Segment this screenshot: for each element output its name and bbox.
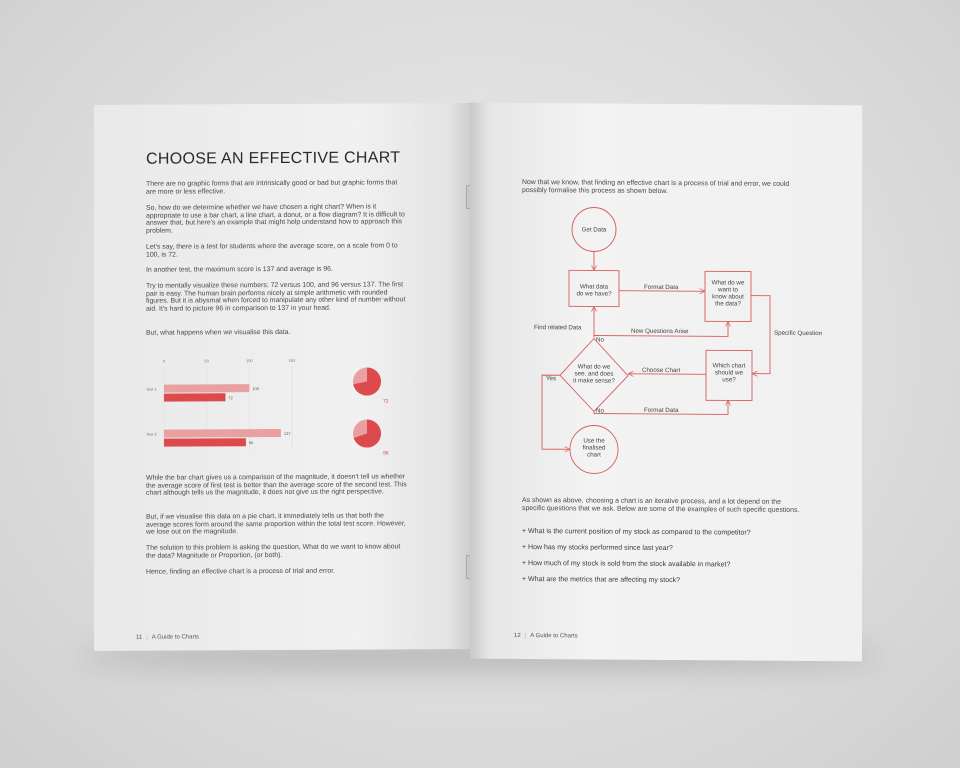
edge-no-top: No bbox=[596, 336, 604, 344]
x-tick-label: 100 bbox=[245, 358, 253, 364]
pie-label: 96 bbox=[383, 450, 389, 457]
book-title: A Guide to Charts bbox=[530, 633, 578, 640]
bullet-symbol: + bbox=[522, 543, 527, 552]
x-tick-label: 150 bbox=[288, 357, 296, 363]
book-title: A Guide to Charts bbox=[151, 634, 200, 641]
label-want-3: know about bbox=[712, 293, 744, 301]
category-label: Test 1 bbox=[146, 386, 157, 392]
label-what-data-2: do we have? bbox=[576, 290, 612, 298]
pie-label: 72 bbox=[383, 398, 389, 405]
outro-paragraph: As shown as above, choosing a chart is an iterative process, and a lot depend on the specific questions that we ask. Below are some of the examples of such specific questions. bbox=[522, 496, 800, 514]
label-decision-2: see, and does bbox=[574, 370, 614, 378]
label-use-2: finalised bbox=[582, 444, 606, 452]
paragraph-3: Let's say, there is a test for students where the average score, on a scale from 0 to 100, is 72. bbox=[146, 242, 398, 259]
bullet-symbol: + bbox=[522, 575, 527, 584]
paragraph-1: There are no graphic forms that are intrinsically good or bad but graphic forms that are more or less effective. bbox=[146, 179, 398, 196]
label-get-data: Get Data bbox=[581, 226, 607, 234]
page-title: CHOOSE AN EFFECTIVE CHART bbox=[146, 149, 401, 168]
x-tick-label: 50 bbox=[204, 358, 209, 364]
flowchart bbox=[470, 103, 862, 506]
pie-chart-test-2 bbox=[350, 415, 394, 457]
paragraph-10: Hence, finding an effective chart is a process of trial and error. bbox=[146, 567, 336, 576]
data-label: 96 bbox=[248, 440, 254, 446]
edge-find-related: Find related Data bbox=[534, 324, 582, 332]
bar bbox=[164, 438, 246, 446]
edge-specific-question: Specific Question bbox=[774, 329, 823, 338]
question-2: + How has my stocks performed since last year? bbox=[522, 543, 673, 553]
paragraph-7: While the bar chart gives us a comparison of the magnitude, it doesn't tell us whether the average score of first test is better than the average score of the second test. This chart although tells us the magnitude, it does not give us the right perspective. bbox=[146, 473, 407, 497]
bar bbox=[164, 429, 281, 438]
edge-choose-chart: Choose Chart bbox=[642, 366, 681, 375]
edge-no-bottom: No bbox=[596, 407, 604, 415]
bullet-symbol: + bbox=[522, 559, 527, 568]
edge-format-data-bottom: Format Data bbox=[644, 406, 679, 415]
label-use-3: chart bbox=[587, 451, 601, 459]
question-1: + What is the current position of my stock as compared to the competitor? bbox=[522, 527, 751, 537]
category-label: Test 2 bbox=[146, 431, 157, 437]
paragraph-8: But, if we visualise this data on a pie chart, it immediately tells us that both the average scores form around the same proportion within the total test score. However, we lose out on the magnitude. bbox=[146, 512, 406, 536]
right-page bbox=[470, 103, 862, 662]
question-3: + How much of my stock is sold from the stock available in market? bbox=[522, 559, 731, 569]
label-use-1: Use the bbox=[583, 437, 605, 445]
bar bbox=[164, 384, 249, 392]
data-label: 137 bbox=[283, 430, 291, 436]
paragraph-5: Try to mentally visualize these numbers: 72 versus 100, and 96 versus 137. The first pair is easy. The human brain performs nicely at simple arithmetic with rounded figures. But it is abysmal when forced to manipulate any other kind of number without aid. It's hard to picture 96 in comparison to 137 in your head. bbox=[146, 281, 406, 313]
left-page bbox=[94, 103, 470, 651]
label-which-3: use? bbox=[722, 376, 736, 384]
edge-yes: Yes bbox=[546, 375, 557, 383]
intro-paragraph: Now that we know, that finding an effective chart is a process of trial and error, we could possibly formalise this process as shown below. bbox=[522, 178, 790, 195]
label-which-1: Which chart bbox=[712, 362, 746, 370]
bar-chart bbox=[142, 354, 302, 455]
label-want-4: the data? bbox=[715, 300, 741, 308]
paragraph-2: So, how do we determine whether we have chosen a right chart? When is it appropriate to use a bar chart, a line chart, a donut, or a flow diagram? It is difficult to answer that, but here's an example that might help understand how to approach this problem. bbox=[146, 203, 405, 235]
page-number: 11 bbox=[136, 634, 143, 641]
label-what-data-1: What data bbox=[579, 283, 609, 291]
question-4: + What are the metrics that are affecting my stock? bbox=[522, 575, 681, 585]
paragraph-4: In another test, the maximum score is 137 and average is 96. bbox=[146, 265, 333, 274]
label-decision-3: it make sense? bbox=[573, 377, 615, 385]
data-label: 100 bbox=[252, 386, 260, 392]
data-label: 72 bbox=[228, 395, 233, 401]
label-want-2: want to bbox=[718, 286, 738, 294]
pie-chart-test-1 bbox=[350, 363, 394, 405]
bullet-symbol: + bbox=[522, 527, 527, 536]
edge-new-questions: New Questions Arise bbox=[631, 327, 689, 336]
left-footer: 11 | A Guide to Charts bbox=[136, 634, 200, 641]
page-number: 12 bbox=[514, 632, 521, 639]
bar bbox=[164, 393, 225, 401]
edge-format-data-top: Format Data bbox=[644, 283, 679, 292]
right-footer: 12 | A Guide to Charts bbox=[514, 632, 578, 640]
paragraph-6: But, what happens when we visualise this data. bbox=[146, 328, 291, 337]
label-which-2: should we bbox=[715, 369, 743, 377]
label-decision-1: What do we bbox=[577, 363, 611, 371]
label-want-1: What do we bbox=[711, 279, 745, 287]
paragraph-9: The solution to this problem is asking the question, What do we want to know about the data? Magnitude or Proportion, (or both). bbox=[146, 543, 401, 560]
x-tick-label: 0 bbox=[162, 358, 166, 364]
